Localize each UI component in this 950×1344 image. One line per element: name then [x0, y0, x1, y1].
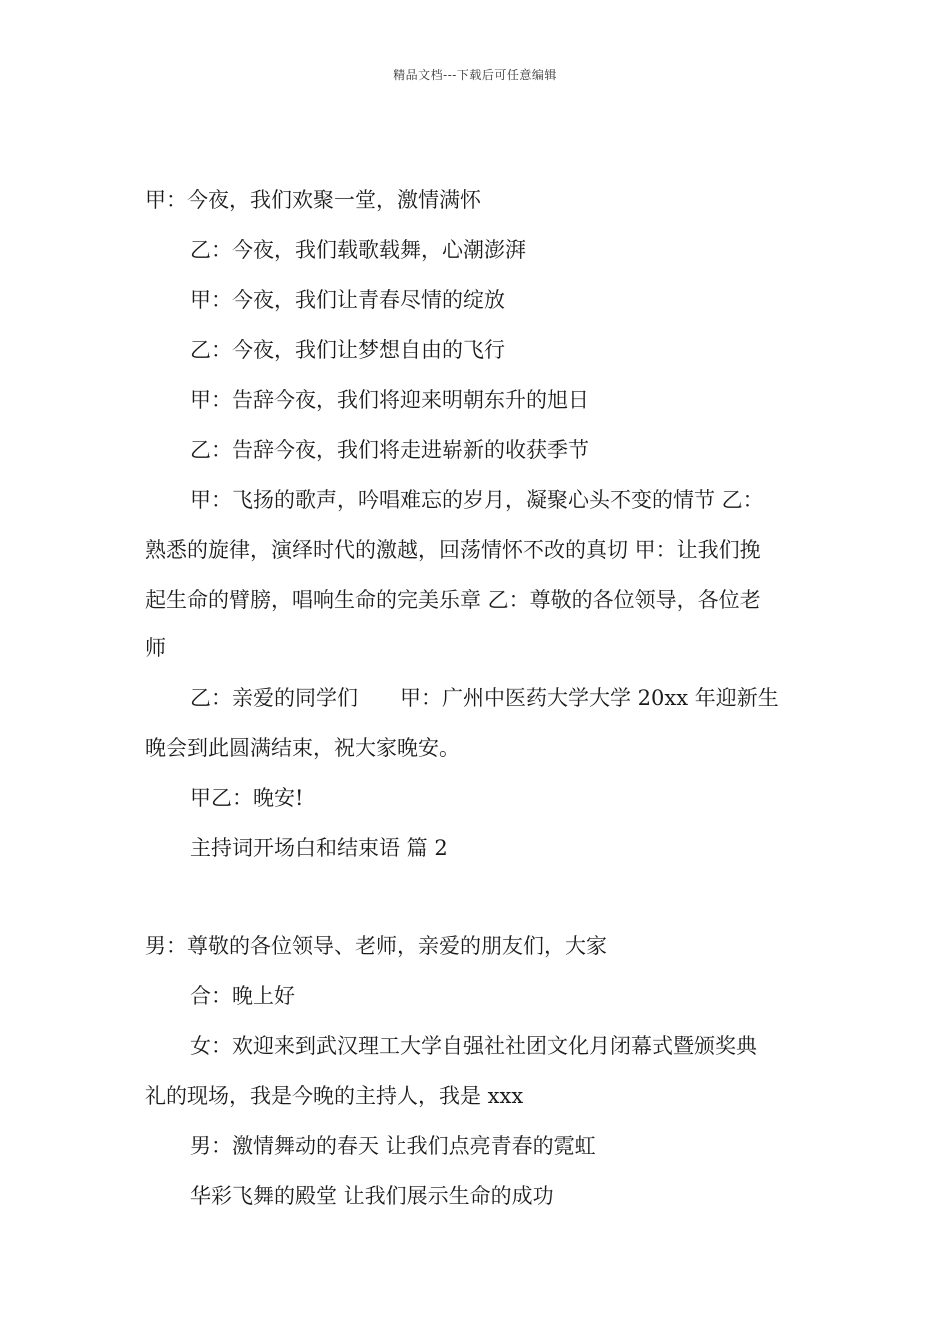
- paragraph-line: 合：晚上好: [190, 984, 295, 1008]
- paragraph-line: 甲：今夜，我们让青春尽情的绽放: [190, 288, 505, 312]
- paragraph-line: 甲：告辞今夜，我们将迎来明朝东升的旭日: [190, 388, 589, 412]
- paragraph-line: 甲：今夜，我们欢聚一堂，激情满怀: [145, 188, 481, 212]
- paragraph-line: 起生命的臂膀，唱响生命的完美乐章 乙：尊敬的各位领导，各位老: [145, 588, 761, 612]
- paragraph-line: 乙：告辞今夜，我们将走进崭新的收获季节: [190, 438, 589, 462]
- paragraph-line: 甲：飞扬的歌声，吟唱难忘的岁月，凝聚心头不变的情节 乙：: [190, 488, 764, 512]
- paragraph-line: 乙：亲爱的同学们 甲：广州中医药大学大学 20xx 年迎新生: [190, 686, 779, 710]
- page-header: 精品文档---下载后可任意编辑: [393, 68, 557, 82]
- paragraph-line: 熟悉的旋律，演绎时代的激越，回荡情怀不改的真切 甲：让我们挽: [145, 538, 761, 562]
- paragraph-line: 师: [145, 636, 166, 660]
- paragraph-line: 女：欢迎来到武汉理工大学自强社社团文化月闭幕式暨颁奖典: [190, 1034, 757, 1058]
- paragraph-line: 男：尊敬的各位领导、老师，亲爱的朋友们，大家: [145, 934, 607, 958]
- paragraph-line: 礼的现场，我是今晚的主持人，我是 xxx: [145, 1084, 524, 1108]
- section-heading: 主持词开场白和结束语 篇 2: [190, 836, 448, 860]
- paragraph-line: 华彩飞舞的殿堂 让我们展示生命的成功: [190, 1184, 554, 1208]
- paragraph-line: 晚会到此圆满结束，祝大家晚安。: [145, 736, 460, 760]
- paragraph-line: 乙：今夜，我们载歌载舞，心潮澎湃: [190, 238, 526, 262]
- paragraph-line: 甲乙：晚安!: [190, 786, 304, 810]
- paragraph-line: 男：激情舞动的春天 让我们点亮青春的霓虹: [190, 1134, 596, 1158]
- paragraph-line: 乙：今夜，我们让梦想自由的飞行: [190, 338, 505, 362]
